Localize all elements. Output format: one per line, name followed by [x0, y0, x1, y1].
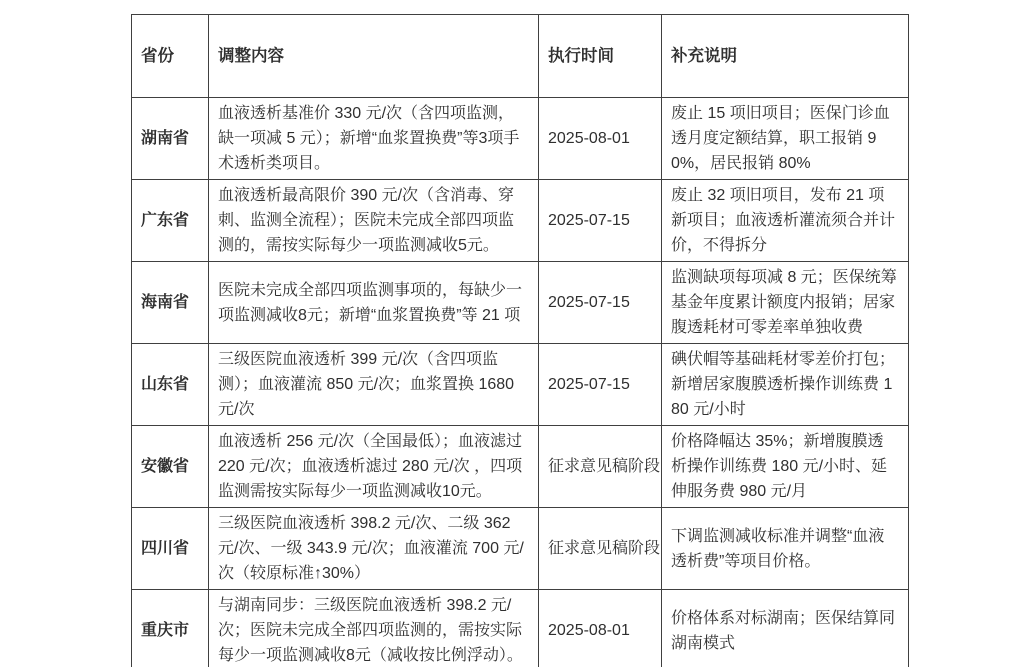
cell-province: 安徽省 — [132, 426, 209, 508]
cell-province: 海南省 — [132, 262, 209, 344]
table-row-hainan — [132, 262, 909, 344]
table-row-chongqing — [132, 590, 909, 667]
cell-content: 血液透析基准价 330 元/次（含四项监测，缺一项减 5 元）；新增“血浆置换费”等3项手术透析类项目。 — [209, 98, 539, 180]
header-row — [132, 15, 909, 98]
column-header-time: 执行时间 — [539, 15, 662, 98]
table-row-sichuan — [132, 508, 909, 590]
dialysis-pricing-table — [131, 14, 909, 667]
cell-content: 血液透析最高限价 390 元/次（含消毒、穿刺、监测全流程）；医院未完成全部四项监测的，需按实际每少一项监测减收5元。 — [209, 180, 539, 262]
cell-time: 征求意见稿阶段 — [539, 508, 662, 590]
cell-province: 重庆市 — [132, 590, 209, 667]
pricing-table-container — [131, 14, 909, 667]
cell-content: 三级医院血液透析 399 元/次（含四项监测）；血液灌流 850 元/次；血浆置换 1680 元/次 — [209, 344, 539, 426]
cell-province: 山东省 — [132, 344, 209, 426]
cell-content: 医院未完成全部四项监测事项的，每缺少一项监测减收8元；新增“血浆置换费”等 21 项 — [209, 262, 539, 344]
column-header-province: 省份 — [132, 15, 209, 98]
cell-notes: 价格降幅达 35%；新增腹膜透析操作训练费 180 元/小时、延伸服务费 980 元/月 — [662, 426, 909, 508]
cell-notes: 下调监测减收标准并调整“血液透析费”等项目价格。 — [662, 508, 909, 590]
cell-content: 与湖南同步：三级医院血液透析 398.2 元/次；医院未完成全部四项监测的，需按实际每少一项监测减收8元（减收按比例浮动）。 — [209, 590, 539, 667]
cell-notes: 废止 15 项旧项目；医保门诊血透月度定额结算，职工报销 90%，居民报销 80% — [662, 98, 909, 180]
cell-time: 2025-08-01 — [539, 98, 662, 180]
cell-content: 血液透析 256 元/次（全国最低）；血液滤过 220 元/次；血液透析滤过 280 元/次 ，四项监测需按实际每少一项监测减收10元。 — [209, 426, 539, 508]
cell-time: 2025-07-15 — [539, 262, 662, 344]
cell-notes: 废止 32 项旧项目，发布 21 项新项目；血液透析灌流须合并计价，不得拆分 — [662, 180, 909, 262]
cell-time: 2025-08-01 — [539, 590, 662, 667]
cell-content: 三级医院血液透析 398.2 元/次、二级 362 元/次、一级 343.9 元/次；血液灌流 700 元/次（较原标准↑30%） — [209, 508, 539, 590]
column-header-notes: 补充说明 — [662, 15, 909, 98]
cell-notes: 监测缺项每项减 8 元；医保统筹基金年度累计额度内报销；居家腹透耗材可零差率单独收费 — [662, 262, 909, 344]
table-row-hunan — [132, 98, 909, 180]
table-row-shandong — [132, 344, 909, 426]
cell-time: 2025-07-15 — [539, 344, 662, 426]
cell-notes: 碘伏帽等基础耗材零差价打包；新增居家腹膜透析操作训练费 180 元/小时 — [662, 344, 909, 426]
cell-province: 广东省 — [132, 180, 209, 262]
cell-time: 2025-07-15 — [539, 180, 662, 262]
cell-province: 四川省 — [132, 508, 209, 590]
cell-province: 湖南省 — [132, 98, 209, 180]
cell-notes: 价格体系对标湖南；医保结算同湖南模式 — [662, 590, 909, 667]
cell-time: 征求意见稿阶段 — [539, 426, 662, 508]
table-row-guangdong — [132, 180, 909, 262]
column-header-content: 调整内容 — [209, 15, 539, 98]
table-row-anhui — [132, 426, 909, 508]
